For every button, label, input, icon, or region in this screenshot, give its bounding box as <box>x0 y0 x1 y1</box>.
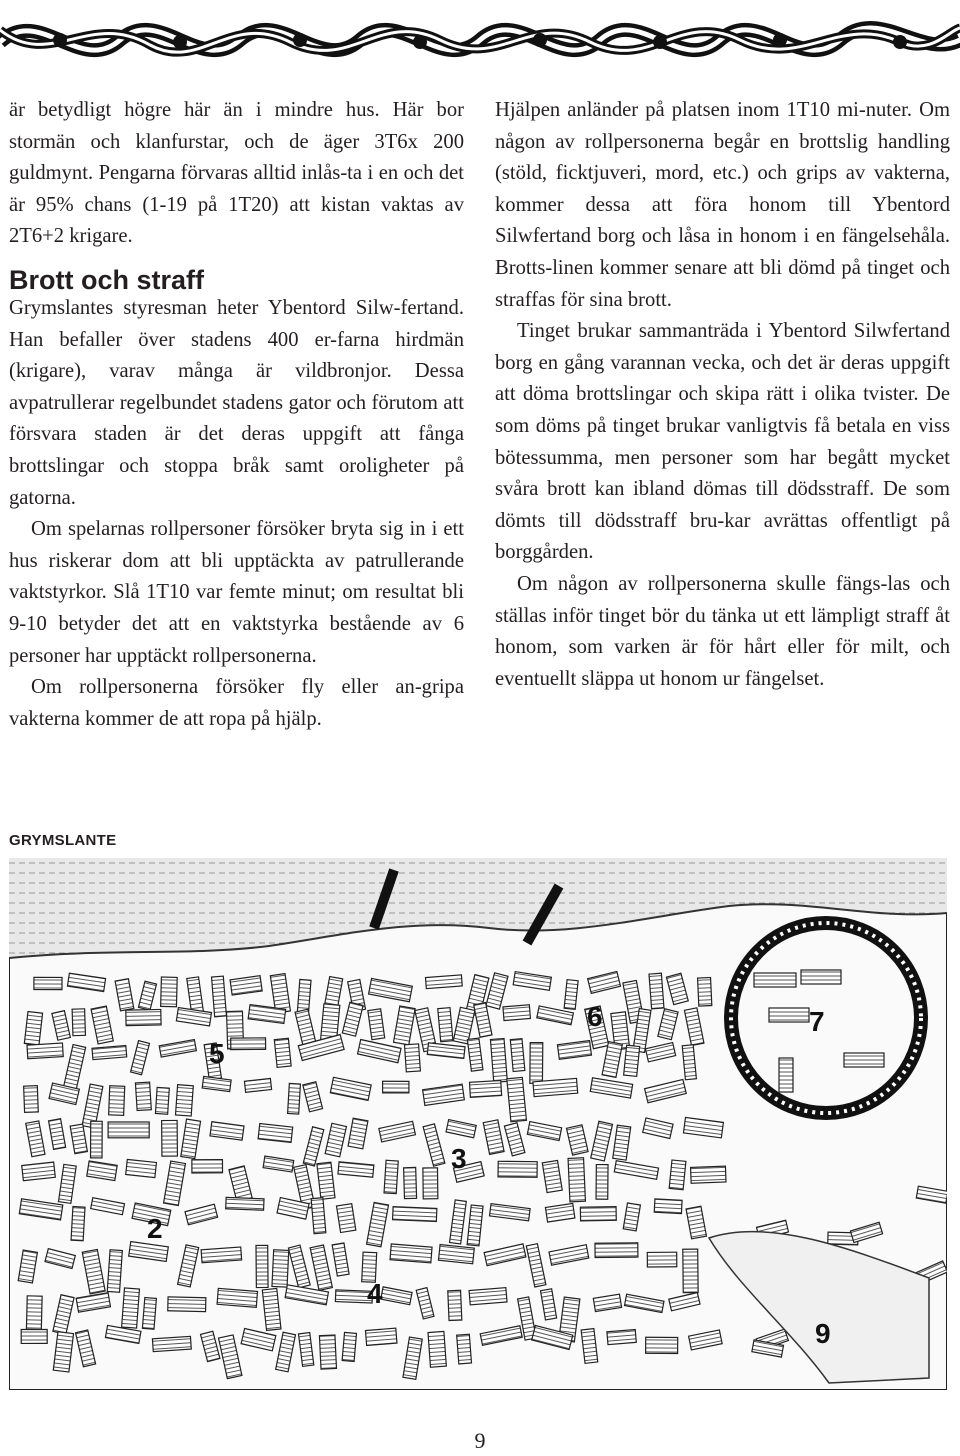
district-label: 6 <box>587 1001 603 1032</box>
paragraph: är betydligt högre här än i mindre hus. Här bor stormän och klanfurstar, och de äger 3T6x 200 guldmynt. Pengarna förvaras alltid inlås-ta i en och det är 95% chans (1-19 på 1T20) att kistan vaktas av 2T6+2 krigare. <box>9 99 464 248</box>
house-block <box>155 1087 169 1114</box>
house-block <box>34 977 62 989</box>
house-block <box>365 1328 396 1345</box>
house-block <box>288 1083 301 1114</box>
house-block <box>698 978 712 1007</box>
house-block <box>691 1166 726 1183</box>
house-block <box>176 1085 194 1116</box>
house-block <box>596 1165 608 1200</box>
house-block <box>72 1009 85 1036</box>
house-block <box>92 1046 127 1060</box>
house-block <box>498 1161 537 1177</box>
house-block <box>669 1160 686 1190</box>
house-block <box>425 975 462 989</box>
house-block <box>682 1045 696 1080</box>
house-block <box>217 1288 257 1307</box>
house-block <box>152 1336 191 1351</box>
map-title: GRYMSLANTE <box>9 832 117 849</box>
house-block <box>624 1045 640 1076</box>
house-block <box>201 1247 242 1263</box>
house-block <box>21 1329 47 1343</box>
house-block <box>683 1249 698 1293</box>
house-block <box>311 1198 326 1234</box>
paragraph: Om någon av rollpersonerna skulle fängs-las och ställas inför tinget bör du tänka ut ett lämpligt straff åt honom, som varken är för hårt eller för milt, och eventuellt släppa ut honom ur fängelset. <box>495 572 950 690</box>
house-block <box>595 1243 638 1258</box>
house-block <box>646 1337 678 1353</box>
paragraph: Hjälpen anländer på platsen inom 1T10 mi-nuter. Om någon av rollpersonerna begår en brottslig handling (stöld, ficktjuveri, mord, etc.) och grips av vakterna, kommer dessa att föra honom till Ybentord Silwfertand borg och låsa in honom i en fängelsehåla. Brotts-linen kommer senare att bli dömd på tinget och straffas för sina brott. <box>495 99 950 311</box>
house-block <box>168 1297 206 1312</box>
house-block <box>212 976 227 1017</box>
district-label: 5 <box>209 1038 225 1069</box>
house-block <box>607 1329 636 1344</box>
house-block <box>126 1159 157 1177</box>
house-block <box>274 1038 291 1067</box>
house-block <box>533 1078 578 1096</box>
house-block <box>342 1332 356 1361</box>
house-block <box>26 1296 42 1330</box>
paragraph: Om spelarnas rollpersoner försöker bryta sig in i ett hus riskerar dom att bli upptäckta av patrullerande vaktstyrkor. Slå 1T10 var femte minut; om resultat bli 9-10 betyder det att en vaktstyrka bestående av 6 personer har upptäckt rollpersonerna. <box>9 518 464 667</box>
house-block <box>24 1086 39 1113</box>
house-block <box>319 1335 336 1369</box>
house-block <box>469 1288 507 1305</box>
house-block <box>428 1331 446 1367</box>
house-block <box>390 1244 432 1263</box>
house-block <box>142 1297 156 1329</box>
house-block <box>122 1288 140 1328</box>
house-block <box>244 1078 271 1092</box>
paragraph: Grymslantes styresman heter Ybentord Silw-fertand. Han befaller över stadens 400 er-farna hirdmän (krigare), varav många är vildbronjor. Dessa avpatrullerar regelbundet stadens gator och förutom att försvara staden är det deras uppgift att fånga brottslingar och stoppa bråk samt oroligheter på gatorna. <box>9 296 464 509</box>
page-number: 9 <box>474 1428 486 1453</box>
house-block <box>423 1168 438 1199</box>
house-block <box>272 1250 289 1287</box>
section-heading: Brott och straff <box>9 264 204 295</box>
knotwork-banner <box>0 0 960 80</box>
district-label: 3 <box>451 1143 467 1174</box>
house-block <box>126 1009 161 1025</box>
house-block <box>404 1167 417 1198</box>
house-block <box>192 1160 223 1173</box>
house-block <box>297 979 311 1013</box>
paragraph: Tinget brukar sammanträda i Ybentord Silwfertand borg en gång varannan vecka, och det är deras uppgift att döma brottslingar och skipa rätt i olika tvister. De som döms på tinget brukar vanligtvis få betala en viss bötessumma, men personer som har begått mycket svåra brott kan ibland dömas till dödsstraff. De som dömts till dödsstraff bru-kar avrättas offentligt på borggården. <box>495 320 950 564</box>
house-block <box>338 1162 374 1177</box>
house-block <box>230 976 262 995</box>
house-block <box>507 1077 527 1121</box>
house-block <box>162 1120 178 1156</box>
house-block <box>337 1204 356 1233</box>
left-column <box>9 95 464 735</box>
house-block <box>91 1121 103 1158</box>
house-block <box>647 1252 677 1267</box>
house-block <box>161 977 178 1007</box>
house-block <box>457 1334 472 1364</box>
house-block <box>503 1005 531 1021</box>
house-block <box>231 1038 266 1050</box>
house-block <box>568 1158 585 1202</box>
house-block <box>654 1199 682 1214</box>
house-block <box>226 1197 264 1210</box>
house-block <box>490 1038 507 1082</box>
house-block <box>438 1245 474 1264</box>
house-block <box>580 1207 616 1221</box>
house-block <box>107 1250 122 1293</box>
house-block <box>27 1043 63 1059</box>
district-label: 4 <box>367 1278 383 1309</box>
house-block <box>393 1207 437 1222</box>
house-block <box>71 1206 85 1240</box>
house-block <box>530 1043 543 1084</box>
house-block <box>438 1008 453 1042</box>
house-block <box>258 1124 293 1143</box>
house-block <box>22 1162 56 1181</box>
town-map <box>9 858 947 1390</box>
house-block <box>24 1012 42 1046</box>
house-block <box>109 1086 125 1116</box>
district-label: 9 <box>815 1318 831 1349</box>
house-block <box>469 1080 501 1097</box>
district-label: 2 <box>147 1213 163 1244</box>
house-block <box>404 1044 420 1072</box>
house-block <box>384 1160 398 1193</box>
house-block <box>108 1122 149 1138</box>
house-block <box>383 1081 409 1093</box>
house-block <box>564 980 578 1010</box>
paragraph: Om rollpersonerna försöker fly eller an-gripa vakterna kommer de att ropa på hjälp. <box>9 676 464 730</box>
house-block <box>510 1039 525 1072</box>
house-block <box>448 1290 462 1320</box>
right-column <box>495 95 950 695</box>
house-block <box>649 973 664 1009</box>
district-label: 7 <box>809 1006 825 1037</box>
house-block <box>135 1082 151 1110</box>
house-block <box>256 1245 268 1287</box>
